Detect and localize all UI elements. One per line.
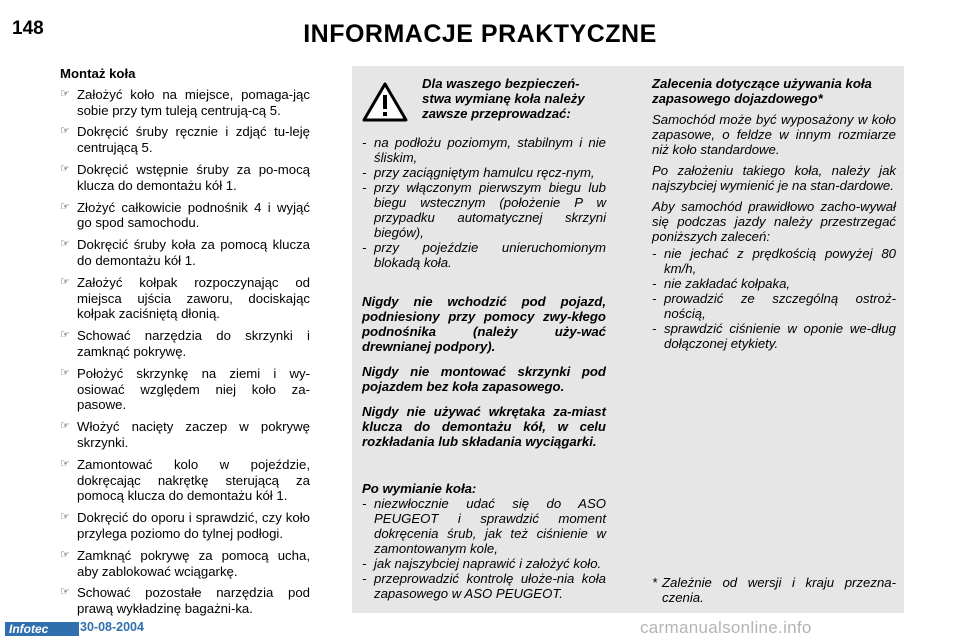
spare-wheel-title: Zalecenia dotyczące używania koła zapasowego dojazdowego*: [652, 76, 872, 106]
list-item: ☞ Schować pozostałe narzędzia pod prawą wykładzinę bagażni-ka.: [60, 585, 310, 617]
list-item: - jak najszybciej naprawić i założyć koło.: [362, 556, 602, 571]
list-item: ☞ Dokręcić wstępnie śruby za po-mocą klucza do demontażu kół 1.: [60, 161, 310, 193]
list-item: ☞ Dokręcić śruby ręcznie i zdjąć tu-leję centrującą 5.: [60, 124, 310, 156]
wheel-mounting-section: [60, 66, 310, 623]
safety-title: Dla waszego bezpieczeń-stwa wymianę koła należy zawsze przeprowadzać:: [422, 76, 585, 121]
list-item: ☞ Założyć kołpak rozpoczynając od miejsca ujścia zaworu, dociskając kołpak zaciśniętą dłonią.: [60, 274, 310, 322]
list-item: - niezwłocznie udać się do ASO PEUGEOT i sprawdzić moment dokręcenia śrub, jak też ciśnienie w zamontowanym kole,: [362, 496, 606, 556]
list-item: - sprawdzić ciśnienie w oponie we-dług dołączonej etykiety.: [652, 321, 896, 351]
warning-text: Nigdy nie montować skrzynki pod pojazdem bez koła zapasowego.: [362, 364, 606, 394]
after-change-heading: Po wymianie koła:: [362, 481, 477, 496]
footnote: * Zależnie od wersji i kraju przezna-czenia.: [652, 575, 896, 605]
pointing-hand-icon: ☞: [60, 87, 70, 100]
list-item: - przy włączonym pierwszym biegu lub biegu wstecznym (położenie P w przypadku automatycznej skrzyni biegów),: [362, 180, 606, 240]
infotec-logo: Infotec: [5, 622, 79, 636]
paragraph: Po założeniu takiego koła, należy jak najszybciej wymienić je na stan-dardowe.: [652, 163, 896, 193]
warning-text: Nigdy nie używać wkrętaka za-miast klucza do demontażu kół, w celu rozkładania lub składania wyciągarki.: [362, 404, 606, 449]
list-item: - prowadzić ze szczególną ostroż-nością,: [652, 291, 896, 321]
list-item: ☞ Dokręcić do oporu i sprawdzić, czy koło przylega poziomo do tylnej podłogi.: [60, 510, 310, 541]
pointing-hand-icon: ☞: [60, 125, 70, 138]
pointing-hand-icon: ☞: [60, 329, 70, 342]
pointing-hand-icon: ☞: [60, 548, 70, 561]
list-item: ☞ Założyć koło na miejsce, pomaga-jąc sobie przy tym tuleją centrują-cą 5.: [60, 86, 310, 118]
footer-date: 30-08-2004: [80, 620, 144, 634]
section-heading: Montaż koła: [60, 66, 136, 81]
list-item: ☞ Włożyć nacięty zaczep w pokrywę skrzynki.: [60, 419, 310, 450]
list-item: ☞ Dokręcić śruby koła za pomocą klucza do demontażu kół 1.: [60, 237, 310, 268]
pointing-hand-icon: ☞: [60, 238, 70, 251]
pointing-hand-icon: ☞: [60, 200, 70, 213]
pointing-hand-icon: ☞: [60, 457, 70, 470]
pointing-hand-icon: ☞: [60, 420, 70, 433]
list-item: ☞ Położyć skrzynkę na ziemi i wy-osiować względem niej koło za-pasowe.: [60, 365, 310, 413]
spare-wheel-column: [652, 76, 896, 351]
page-title: INFORMACJE PRAKTYCZNE: [303, 20, 657, 48]
list-item: - przy pojeździe unieruchomionym blokadą koła.: [362, 240, 606, 270]
pointing-hand-icon: ☞: [60, 275, 70, 288]
safety-column: [362, 76, 606, 601]
watermark: carmanualsonline.info: [640, 618, 812, 637]
page-number: 148: [12, 18, 44, 39]
list-item: ☞ Zamontować kolo w pojeździe, dokręcając nakrętkę sterującą za pomocą klucza do demontażu kół 1.: [60, 456, 310, 504]
list-item: - przeprowadzić kontrolę ułoże-nia koła zapasowego w ASO PEUGEOT.: [362, 571, 606, 601]
pointing-hand-icon: ☞: [60, 586, 70, 599]
paragraph: Samochód może być wyposażony w koło zapasowe, o feldze w innym rozmiarze niż koło standardowe.: [652, 112, 896, 157]
list-item: ☞ Zamknąć pokrywę za pomocą ucha, aby zablokować wciągarkę.: [60, 547, 310, 579]
list-item: - nie jechać z prędkością powyżej 80 km/h,: [652, 246, 896, 276]
list-item: ☞ Złożyć całkowicie podnośnik 4 i wyjąć go spod samochodu.: [60, 199, 310, 231]
list-item: ☞ Schować narzędzia do skrzynki i zamknąć pokrywę.: [60, 328, 310, 359]
pointing-hand-icon: ☞: [60, 366, 70, 379]
pointing-hand-icon: ☞: [60, 162, 70, 175]
list-item: - na podłożu poziomym, stabilnym i nie śliskim,: [362, 135, 606, 165]
warning-text: Nigdy nie wchodzić pod pojazd, podniesiony przy pomocy zwy-kłego podnośnika (należy uży-wać drewnianej podpory).: [362, 294, 606, 354]
paragraph: Aby samochód prawidłowo zacho-wywał się podczas jazdy należy przestrzegać poniższych zaleceń:: [652, 199, 896, 244]
list-item: - przy zaciągniętym hamulcu ręcz-nym,: [362, 165, 595, 180]
list-item: - nie zakładać kołpaka,: [652, 276, 791, 291]
pointing-hand-icon: ☞: [60, 511, 70, 524]
